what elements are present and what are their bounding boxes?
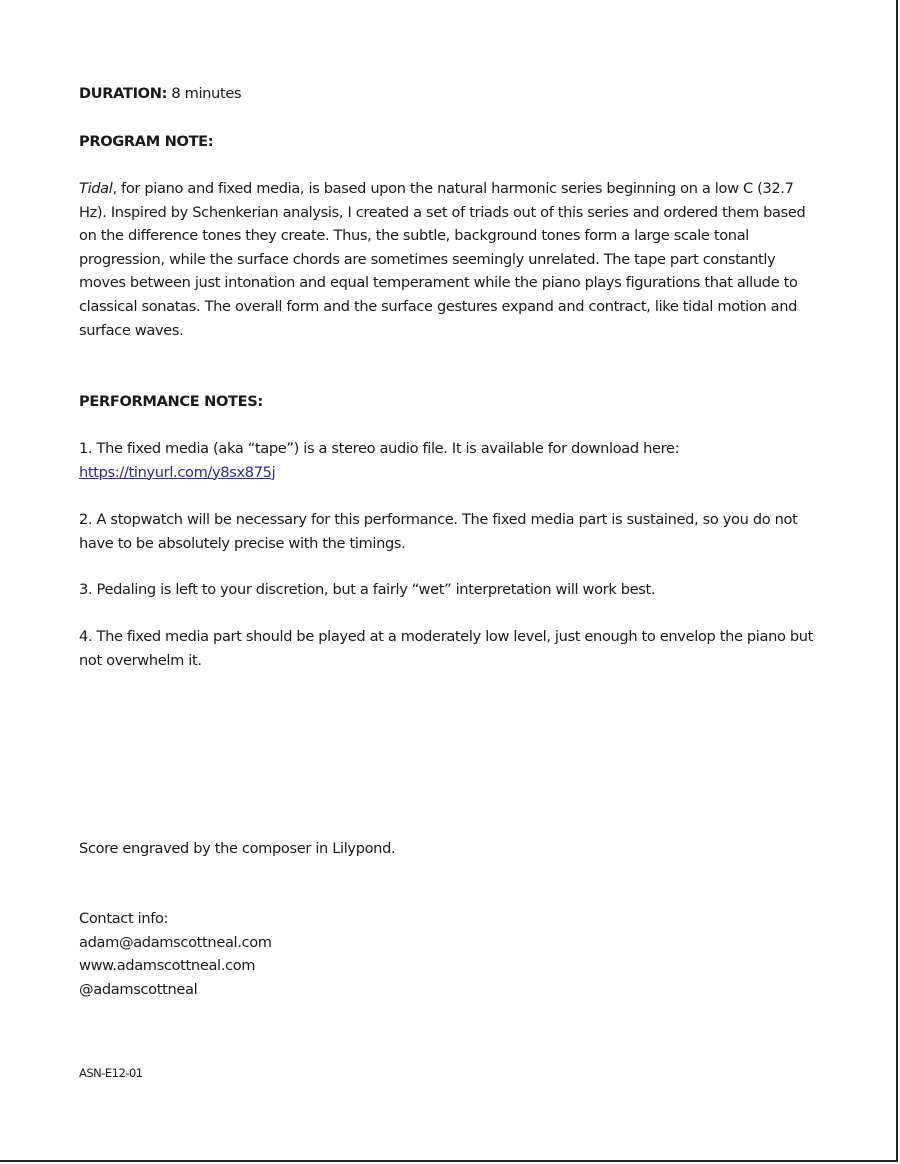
engraving-credit: Score engraved by the composer in Lilypond. — [79, 840, 396, 857]
contact-label: Contact info: — [79, 910, 169, 927]
program-note-body — [79, 177, 824, 342]
contact-handle: @adamscottneal — [79, 980, 198, 998]
performance-note-2: 2. A stopwatch will be necessary for this performance. The fixed media part is sustained, so you do not have to be absolutely precise with the timings. — [79, 511, 798, 552]
contact-info — [79, 907, 824, 1001]
download-link[interactable]: https://tinyurl.com/y8sx875j — [79, 463, 276, 481]
performance-note-1-text: 1. The fixed media (aka “tape”) is a stereo audio file. It is available for download here: — [79, 440, 680, 457]
duration-value: 8 minutes — [171, 85, 242, 102]
program-note-title: Tidal — [79, 180, 113, 197]
contact-email: adam@adamscottneal.com — [79, 933, 272, 951]
program-note-heading: PROGRAM NOTE: — [79, 133, 214, 150]
performance-note-1 — [79, 437, 824, 484]
performance-note-4: 4. The fixed media part should be played at a moderately low level, just enough to envelop the piano but not overwhelm it. — [79, 628, 814, 669]
contact-website: www.adamscottneal.com — [79, 957, 256, 975]
duration-line — [79, 82, 824, 106]
duration-label: DURATION: — [79, 85, 168, 102]
performance-notes-heading: PERFORMANCE NOTES: — [79, 393, 263, 410]
performance-note-3: 3. Pedaling is left to your discretion, but a fairly “wet” interpretation will work best. — [79, 581, 656, 598]
program-note-text: , for piano and fixed media, is based upon the natural harmonic series beginning on a low C (32.7 Hz). Inspired by Schenkerian analysis, I created a set of triads out of this series and ordered them based on the difference tones they create. Thus, the subtle, background tones form a large scale tonal progression, while the surface chords are sometimes seemingly unrelated. The tape part constantly moves between just intonation and equal temperament while the piano plays figurations that allude to classical sonatas. The overall form and the surface gestures expand and contract, like tidal motion and surface waves. — [79, 180, 806, 339]
catalog-code: ASN-E12-01 — [79, 1066, 143, 1080]
